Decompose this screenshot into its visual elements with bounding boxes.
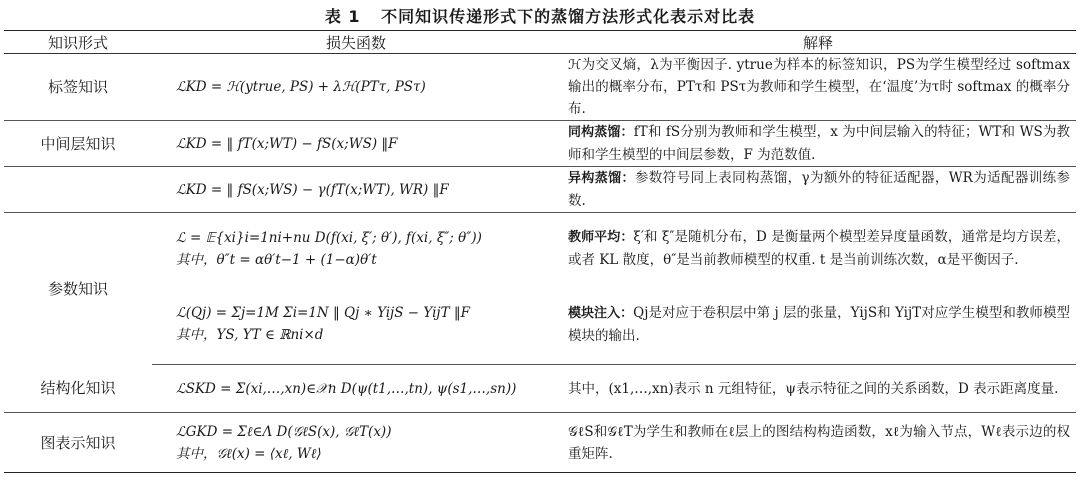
comparison-table <box>4 30 1076 473</box>
loss-formula-note: 其中，YS, YT ∈ ℝni×d <box>176 327 324 344</box>
table-title: 不同知识传递形式下的蒸馏方法形式化表示对比表 <box>381 7 756 26</box>
table-number: 表 1 <box>324 7 361 26</box>
table-caption <box>0 4 1080 27</box>
explanation-cell: 𝒢ℓS和𝒢ℓT为学生和教师在ℓ层上的图结构构造函数，xℓ为输入节点，Wℓ表示边的权重矩阵. <box>560 413 1076 473</box>
explanation-cell <box>560 167 1076 213</box>
table-row <box>4 167 1076 213</box>
header-loss: 损失函数 <box>152 31 560 54</box>
explanation-text: 参数符号同上表同构蒸馏，γ为额外的特征适配器，WR为适配器训练参数. <box>568 170 1070 209</box>
explanation-cell <box>560 285 1076 365</box>
kind-cell: 结构化知识 <box>4 365 152 413</box>
explanation-cell <box>560 213 1076 285</box>
table-row <box>4 413 1076 473</box>
explanation-cell: ℋ为交叉熵，λ为平衡因子. ytrue为样本的标签知识，PS为学生模型经过 softmax 输出的概率分布，PTτ和 PSτ为教师和学生模型，在‘温度’为τ时 softmax 的概率分布. <box>560 54 1076 121</box>
explanation-text: Qj是对应于卷积层中第 j 层的张量，YijS和 YijT对应学生模型和教师模型模块的输出. <box>568 304 1070 344</box>
header-explanation: 解释 <box>560 31 1076 54</box>
loss-formula: ℒGKD = Σℓ∈Λ D(𝒢ℓS(x), 𝒢ℓT(x)) <box>176 423 392 440</box>
loss-cell: ℒKD = ‖ fS(x;WS) − γ(fT(x;WT), WR) ‖F <box>152 167 560 213</box>
loss-formula-note: 其中，θ″t = αθ′t−1 + (1−α)θ′t <box>176 251 377 268</box>
header-kind: 知识形式 <box>4 31 152 54</box>
loss-cell <box>152 285 560 365</box>
kind-cell: 参数知识 <box>47 279 108 298</box>
table-row <box>4 285 1076 365</box>
loss-cell: ℒKD = ‖ fT(x;WT) − fS(x;WS) ‖F <box>152 121 560 167</box>
kind-cell: 图表示知识 <box>4 413 152 473</box>
header-row <box>4 31 1076 54</box>
explanation-text: ξ′和 ξ″是随机分布，D 是衡量两个模型差异度量函数，通常是均方误差，或者 KL 散度，θ″是当前教师模型的权重. t 是当前训练次数，α是平衡因子. <box>568 229 1070 269</box>
method-label: 同构蒸馏： <box>568 125 634 140</box>
table-row <box>4 54 1076 121</box>
loss-cell: ℒKD = ℋ(ytrue, PS) + λℋ(PTτ, PSτ) <box>152 54 560 121</box>
kind-cell: 中间层知识 <box>4 121 152 167</box>
method-label: 异构蒸馏： <box>568 171 635 186</box>
explanation-cell: 其中，(x1,…,xn)表示 n 元组特征，ψ表示特征之间的关系函数，D 表示距离度量. <box>560 365 1076 413</box>
loss-cell: ℒSKD = Σ(xi,…,xn)∈𝒳n D(ψ(t1,…,tn), ψ(s1,…,sn)) <box>152 365 560 413</box>
loss-formula: ℒ = 𝔼{xi}i=1ni+nu D(f(xi, ξ′; θ′), f(xi, ξ″; θ″)) <box>176 229 482 246</box>
loss-cell <box>152 213 560 285</box>
explanation-text: fT和 fS分别为教师和学生模型，x 为中间层输入的特征；WT和 WS为教师和学生模型的中间层参数，F 为范数值. <box>568 124 1070 163</box>
kind-cell: 标签知识 <box>4 54 152 121</box>
method-label: 模块注入： <box>568 305 634 321</box>
loss-cell <box>152 413 560 473</box>
loss-formula: ℒ(Qj) = Σj=1M Σi=1N ‖ Qj ∗ YijS − YijT ‖F <box>176 305 470 322</box>
table-row <box>4 213 1076 285</box>
kind-cell <box>4 167 152 213</box>
table-row <box>4 121 1076 167</box>
explanation-cell <box>560 121 1076 167</box>
loss-formula-note: 其中，𝒢ℓ(x) = ⟨xℓ, Wℓ⟩ <box>176 445 322 462</box>
method-label: 教师平均： <box>568 230 634 246</box>
table-row <box>4 365 1076 413</box>
